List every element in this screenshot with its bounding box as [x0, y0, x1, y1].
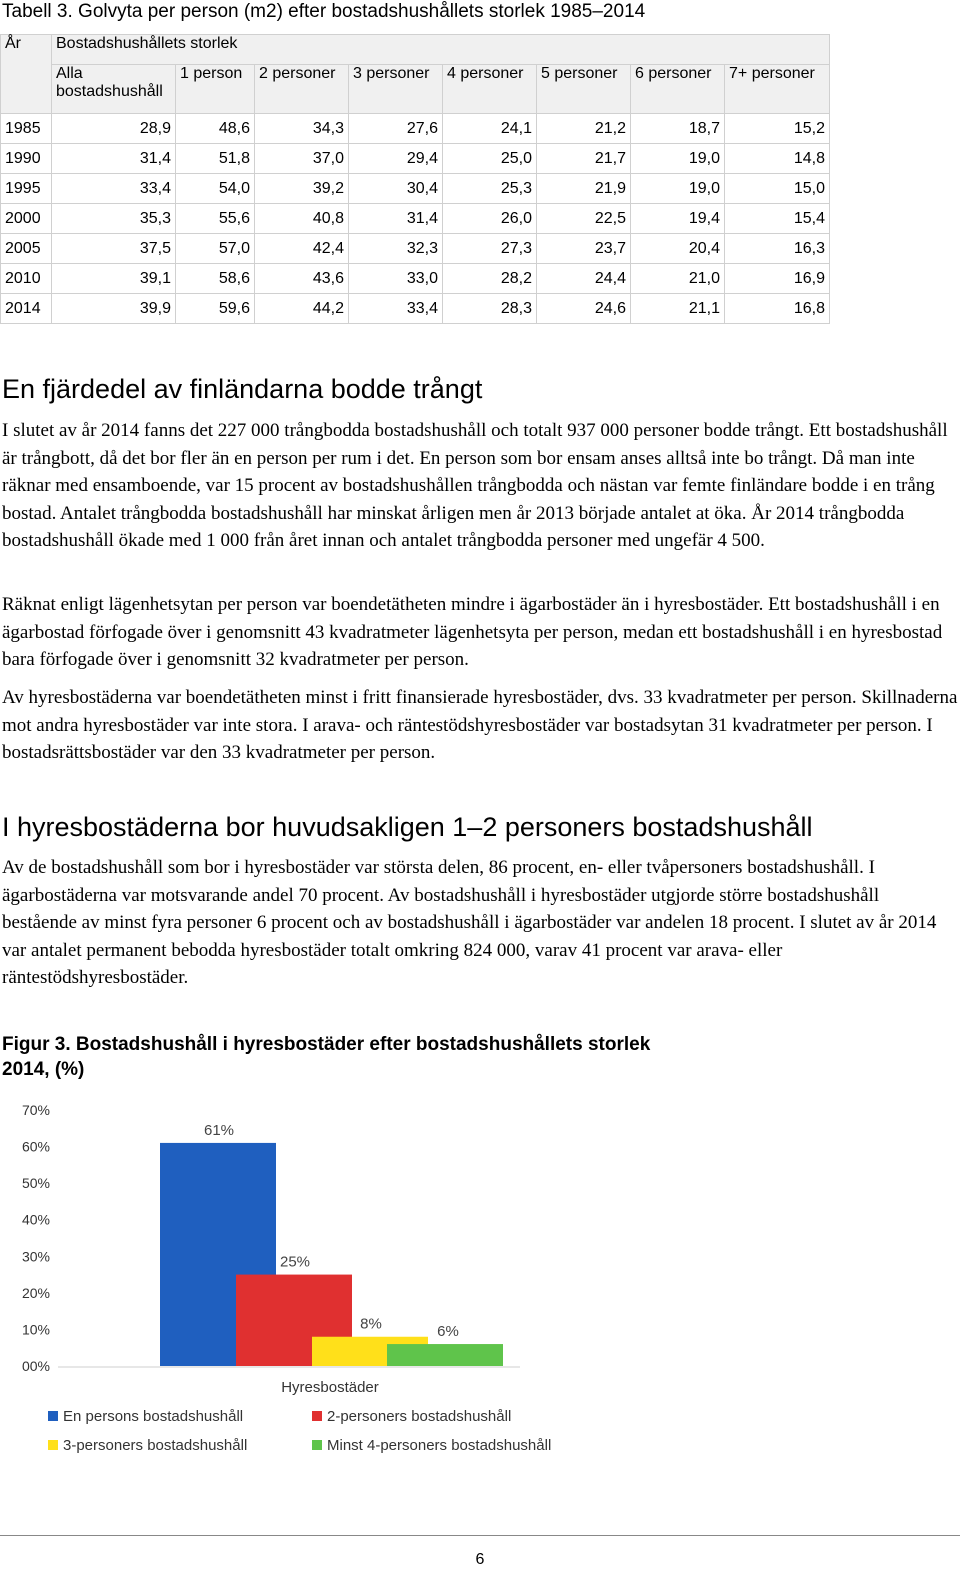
column-header: 2 personer — [255, 65, 349, 114]
paragraph: Räknat enligt lägenhetsytan per person var boendetätheten mindre i ägarbostäder än i hyresbostäder. Ett bostadshushåll i en ägarbostad förfogade över i genomsnitt 43 kvadratmeter lägenhetsyta per person, medan ett bostadshushåll i en hyresbostad bara förfogade över i genomsnitt 32 kvadratmeter per person. — [2, 594, 943, 670]
table-cell: 23,7 — [537, 234, 631, 264]
y-tick-label: 20% — [21, 1284, 50, 1301]
column-header: 7+ personer — [725, 65, 830, 114]
table-cell: 18,7 — [631, 114, 725, 144]
table-cell: 24,4 — [537, 264, 631, 294]
table-cell: 59,6 — [176, 294, 255, 324]
column-header: Alla bostadshushåll — [52, 65, 176, 114]
row-year: 1985 — [1, 114, 52, 144]
data-label: 25% — [279, 1253, 311, 1271]
table-cell: 21,1 — [631, 294, 725, 324]
paragraph: Av hyresbostäderna var boendetätheten minst i fritt finansierade hyresbostäder, dvs. 33 kvadratmeter per person. Skillnaderna mot andra hyresbostäder var inte stora. I arava- och räntestödshyresbostäder var bostadsytan 31 kvadratmeter per person. I bostadsrättsbostäder var den 33 kvadratmeter per person. — [2, 687, 958, 763]
bar-4 — [387, 1344, 503, 1366]
table-cell: 21,0 — [631, 264, 725, 294]
y-tick-label: 10% — [21, 1321, 50, 1338]
table-cell: 26,0 — [443, 204, 537, 234]
table-cell: 16,8 — [725, 294, 830, 324]
row-year: 1990 — [1, 144, 52, 174]
table-cell: 44,2 — [255, 294, 349, 324]
y-tick-label: 00% — [21, 1358, 50, 1374]
legend-swatch — [48, 1411, 58, 1421]
page-number: 6 — [475, 1551, 485, 1568]
table-row — [1, 294, 830, 324]
legend-label: 2-personers bostadshushåll — [327, 1408, 512, 1425]
table-cell: 35,3 — [52, 204, 176, 234]
paragraph: Av de bostadshushåll som bor i hyresbostäder var största delen, 86 procent, en- eller tvåpersoners bostadshushåll. I ägarbostäderna var motsvarande andel 70 procent. Av bostadshushåll i hyresbostäder utgjorde större bostadshushåll bestående av minst fyra personer 6 procent och av bostadshushåll i ägarbostäder var andelen 18 procent. I slutet av år 2014 var antalet permanent bebodda hyresbostäder totalt omkring 824 000, varav 41 procent var arava- eller räntestödshyresbostäder. — [2, 857, 937, 988]
column-header: 1 person — [176, 65, 255, 114]
table-cell: 34,3 — [255, 114, 349, 144]
table-row — [1, 234, 830, 264]
y-tick-label: 60% — [21, 1138, 50, 1155]
footer-divider — [0, 1535, 960, 1536]
row-year: 2005 — [1, 234, 52, 264]
table-cell: 30,4 — [349, 174, 443, 204]
table-cell: 19,4 — [631, 204, 725, 234]
table-cell: 19,0 — [631, 174, 725, 204]
row-year: 2014 — [1, 294, 52, 324]
data-label: 8% — [360, 1315, 382, 1333]
table-row — [1, 114, 830, 144]
figure-title: Figur 3. Bostadshushåll i hyresbostäder efter bostadshushållets storlek 2014, (%) — [2, 1034, 651, 1080]
column-header: 3 personer — [349, 65, 443, 114]
table-title: Tabell 3. Golvyta per person (m2) efter bostadshushållets storlek 1985–2014 — [2, 1, 646, 22]
table-cell: 31,4 — [349, 204, 443, 234]
table-cell: 39,9 — [52, 294, 176, 324]
section-heading: I hyresbostäderna bor huvudsakligen 1–2 personers bostadshushåll — [2, 812, 813, 842]
table-cell: 29,4 — [349, 144, 443, 174]
table-cell: 27,6 — [349, 114, 443, 144]
table-cell: 37,5 — [52, 234, 176, 264]
table-cell: 14,8 — [725, 144, 830, 174]
column-header: 4 personer — [443, 65, 537, 114]
section-heading: En fjärdedel av finländarna bodde trångt — [2, 374, 483, 404]
y-tick-label: 40% — [21, 1211, 50, 1228]
x-category-label: Hyresbostäder — [281, 1379, 379, 1396]
table-body — [1, 114, 830, 324]
table-cell: 21,9 — [537, 174, 631, 204]
data-label: 6% — [437, 1323, 459, 1341]
table-cell: 58,6 — [176, 264, 255, 294]
table-cell: 24,1 — [443, 114, 537, 144]
table-cell: 54,0 — [176, 174, 255, 204]
table-cell: 28,9 — [52, 114, 176, 144]
data-label: 61% — [203, 1121, 235, 1139]
table-cell: 20,4 — [631, 234, 725, 264]
row-year: 2010 — [1, 264, 52, 294]
legend-swatch — [48, 1440, 58, 1450]
table-cell: 48,6 — [176, 114, 255, 144]
table-row — [1, 144, 830, 174]
table-cell: 27,3 — [443, 234, 537, 264]
legend-swatch — [312, 1411, 322, 1421]
table-cell: 33,4 — [349, 294, 443, 324]
table-cell: 15,2 — [725, 114, 830, 144]
table-cell: 16,9 — [725, 264, 830, 294]
household-size-header: Bostadshushållets storlek — [52, 35, 830, 65]
table-cell: 28,3 — [443, 294, 537, 324]
year-header: År — [1, 35, 52, 114]
table-cell: 39,2 — [255, 174, 349, 204]
table-cell: 33,0 — [349, 264, 443, 294]
legend-label: En persons bostadshushåll — [63, 1408, 244, 1425]
table-cell: 25,0 — [443, 144, 537, 174]
table-cell: 57,0 — [176, 234, 255, 264]
y-tick-label: 30% — [21, 1248, 50, 1265]
table-row — [1, 264, 830, 294]
table-cell: 55,6 — [176, 204, 255, 234]
table-cell: 40,8 — [255, 204, 349, 234]
floor-area-table — [0, 34, 830, 324]
column-header: 5 personer — [537, 65, 631, 114]
table-cell: 21,7 — [537, 144, 631, 174]
legend-label: Minst 4-personers bostadshushåll — [327, 1437, 552, 1454]
table-cell: 31,4 — [52, 144, 176, 174]
table-cell: 22,5 — [537, 204, 631, 234]
table-cell: 32,3 — [349, 234, 443, 264]
table-cell: 15,4 — [725, 204, 830, 234]
bar-chart — [0, 1090, 620, 1470]
y-tick-label: 70% — [21, 1102, 50, 1118]
column-header: 6 personer — [631, 65, 725, 114]
table-cell: 21,2 — [537, 114, 631, 144]
table-cell: 25,3 — [443, 174, 537, 204]
table-cell: 39,1 — [52, 264, 176, 294]
table-cell: 37,0 — [255, 144, 349, 174]
table-cell: 24,6 — [537, 294, 631, 324]
table-row — [1, 204, 830, 234]
table-cell: 43,6 — [255, 264, 349, 294]
table-cell: 16,3 — [725, 234, 830, 264]
table-cell: 19,0 — [631, 144, 725, 174]
table-cell: 15,0 — [725, 174, 830, 204]
row-year: 2000 — [1, 204, 52, 234]
table-row — [1, 174, 830, 204]
legend-swatch — [312, 1440, 322, 1450]
table-cell: 33,4 — [52, 174, 176, 204]
table-cell: 28,2 — [443, 264, 537, 294]
paragraph: I slutet av år 2014 fanns det 227 000 trångbodda bostadshushåll och totalt 937 000 personer bodde trångt. Ett bostadshushåll är trångbott, då det bor fler än en person per rum i det. En person som bor ensam anses alltså inte bo trångt. Då man inte räknar med ensamboende, var 15 procent av bostadshushållen trångbodda och nästan var femte finländare bodde i en trång bostad. Antalet trångbodda bostadshushåll har minskat årligen men år 2013 började antalet at öka. År 2014 trångbodda bostadshushåll ökade med 1 000 från året innan och antalet trångbodda personer med ungefär 4 500. — [2, 420, 948, 551]
table-cell: 42,4 — [255, 234, 349, 264]
table-cell: 51,8 — [176, 144, 255, 174]
y-tick-label: 50% — [21, 1175, 50, 1192]
row-year: 1995 — [1, 174, 52, 204]
legend-label: 3-personers bostadshushåll — [63, 1437, 248, 1454]
